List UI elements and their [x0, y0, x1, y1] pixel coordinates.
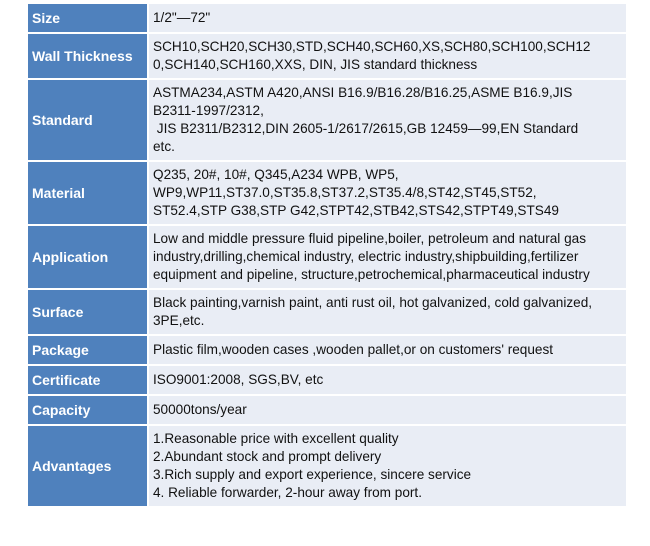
- label-size: Size: [28, 4, 149, 32]
- row-material: [28, 162, 626, 224]
- label-surface: Surface: [28, 290, 149, 334]
- label-material: Material: [28, 162, 149, 224]
- value-line: 0,SCH140,SCH160,XXS, DIN, JIS standard thickness: [153, 57, 478, 72]
- row-certificate: [28, 366, 626, 394]
- row-package: [28, 336, 626, 364]
- value-package: [149, 336, 626, 364]
- value-application: [149, 226, 626, 288]
- row-size: [28, 4, 626, 32]
- label-wall-thickness: Wall Thickness: [28, 34, 149, 78]
- value-wall-thickness: [149, 34, 626, 78]
- label-application: Application: [28, 226, 149, 288]
- value-size: [149, 4, 626, 32]
- label-package: Package: [28, 336, 149, 364]
- value-surface: [149, 290, 626, 334]
- value-line: 3PE,etc.: [153, 313, 205, 328]
- value-line: equipment and pipeline, structure,petrochemical,pharmaceutical industry: [153, 267, 590, 282]
- value-line: 1.Reasonable price with excellent quality: [153, 431, 399, 446]
- value-advantages: [149, 426, 626, 506]
- label-capacity: Capacity: [28, 396, 149, 424]
- row-standard: [28, 80, 626, 160]
- value-line: ST52.4,STP G38,STP G42,STPT42,STB42,STS42,STPT49,STS49: [153, 203, 559, 218]
- value-line: B2311-1997/2312,: [153, 103, 264, 118]
- row-advantages: [28, 426, 626, 506]
- value-line: 3.Rich supply and export experience, sincere service: [153, 467, 472, 482]
- value-line: ASTMA234,ASTM A420,ANSI B16.9/B16.28/B16.25,ASME B16.9,JIS: [153, 85, 573, 100]
- value-line: Black painting,varnish paint, anti rust oil, hot galvanized, cold galvanized,: [153, 295, 593, 310]
- value-line: Q235, 20#, 10#, Q345,A234 WPB, WP5,: [153, 167, 399, 182]
- value-line: etc.: [153, 139, 175, 154]
- label-standard: Standard: [28, 80, 149, 160]
- row-surface: [28, 290, 626, 334]
- value-capacity: [149, 396, 626, 424]
- row-wall-thickness: [28, 34, 626, 78]
- label-certificate: Certificate: [28, 366, 149, 394]
- value-line: WP9,WP11,ST37.0,ST35.8,ST37.2,ST35.4/8,ST42,ST45,ST52,: [153, 185, 537, 200]
- label-advantages: Advantages: [28, 426, 149, 506]
- row-application: [28, 226, 626, 288]
- value-line: 4. Reliable forwarder, 2-hour away from port.: [153, 485, 422, 500]
- value-standard: [149, 80, 626, 160]
- value-line: 1/2"—72": [153, 10, 211, 25]
- value-line: Plastic film,wooden cases ,wooden pallet,or on customers' request: [153, 342, 554, 357]
- value-line: JIS B2311/B2312,DIN 2605-1/2617/2615,GB 12459—99,EN Standard: [153, 121, 579, 136]
- value-line: Low and middle pressure fluid pipeline,boiler, petroleum and natural gas: [153, 231, 587, 246]
- value-line: ISO9001:2008, SGS,BV, etc: [153, 372, 324, 387]
- row-capacity: [28, 396, 626, 424]
- value-certificate: [149, 366, 626, 394]
- value-line: industry,drilling,chemical industry, electric industry,shipbuilding,fertilizer: [153, 249, 579, 264]
- value-line: 50000tons/year: [153, 402, 247, 417]
- value-material: [149, 162, 626, 224]
- specification-table: [28, 2, 626, 508]
- value-line: 2.Abundant stock and prompt delivery: [153, 449, 382, 464]
- value-line: SCH10,SCH20,SCH30,STD,SCH40,SCH60,XS,SCH80,SCH100,SCH12: [153, 39, 591, 54]
